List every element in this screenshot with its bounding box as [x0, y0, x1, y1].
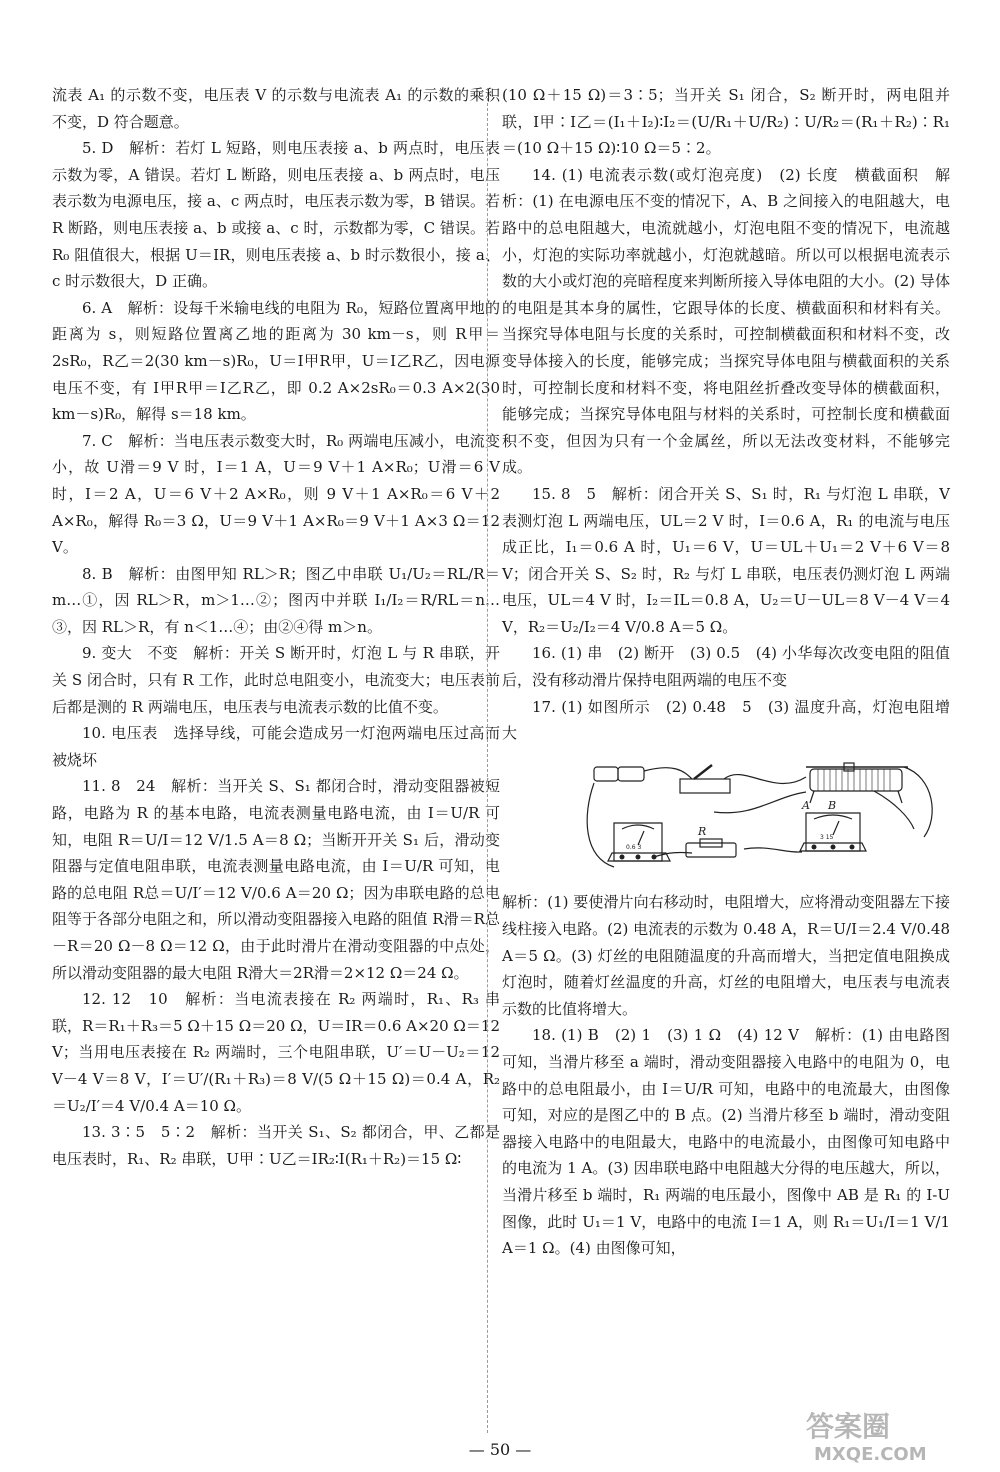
paragraph: (10 Ω＋15 Ω)＝3∶5；当开关 S₁ 闭合，S₂ 断开时，两电阻并联，I甲∶I乙＝(I₁＋I₂)∶I₂＝(U/R₁＋U/R₂)∶U/R₂＝(R₁＋R₂)∶R₁＝(10 Ω＋15 Ω)∶10 Ω＝5∶2。 [502, 86, 950, 158]
column-divider [487, 88, 488, 1433]
answer-17: 17. (1) 如图所示 (2) 0.48 5 (3) 温度升高，灯泡电阻增大 [502, 697, 950, 743]
answer-9: 9. 变大 不变 解析：开关 S 断开时，灯泡 L 与 R 串联，开关 S 闭合时，只有 R 工作，此时总电阻变小，电流变大；电压表前后都是测的 R 两端电压，电压表与电流表示数的比值不变。 [52, 644, 500, 716]
answer-5: 5. D 解析：若灯 L 短路，则电压表接 a、b 两点时，电压表示数为零，A 错误。若灯 L 断路，则电压表接 a、b 两点时，电压表示数为电源电压，接 a、c 两点时，电压表示数为零，B 错误。若 R 断路，则电压表接 a、b 或接 a、c 时，示数都为零，C 错误。若 R₀ 阻值很大，根据 U＝IR，则电压表接 a、b 时示数很小，接 a、c 时示数很大，D 正确。 [52, 139, 500, 291]
page-number: — 50 — [468, 1440, 532, 1459]
answer-14: 14. (1) 电流表示数(或灯泡亮度) (2) 长度 横截面积 解析：(1) 在电源电压不变的情况下，A、B 之间接入的电阻越大，电路中的总电阻越大，电流就越小，灯泡电阻不变的情况下，电流越小，灯泡的实际功率就越小，灯泡就越暗。所以可以根据电流表示数的大小或灯泡的亮暗程度来判断所接入导体电阻的大小。(2) 导体的电阻是其本身的属性，它跟导体的长度、横截面积和材料有关。当探究导体电阻与长度的关系时，可控制横截面积和材料不变，改变导体接入的长度，能够完成；当探究导体电阻与横截面积的关系时，可控制长度和材料不变，将电阻丝折叠改变导体的横截面积，能够完成；当探究导体电阻与材料的关系时，可控制长度和横截面积不变，但因为只有一个金属丝，所以无法改变材料，不能够完成。 [502, 165, 950, 477]
answer-6: 6. A 解析：设每千米输电线的电阻为 R₀，短路位置离甲地的距离为 s，则短路位置离乙地的距离为 30 km－s，则 R甲＝2sR₀，R乙＝2(30 km－s)R₀，U＝I甲R甲，U＝I乙R乙，因电源电压不变，有 I甲R甲＝I乙R乙，即 0.2 A×2sR₀＝0.3 A×2(30 km－s)R₀，解得 s＝18 km。 [52, 298, 500, 424]
left-column [52, 82, 500, 1172]
answer-16: 16. (1) 串 (2) 断开 (3) 0.5 (4) 小华每次改变电阻的阻值后，没有移动滑片保持电阻两端的电压不变 [502, 644, 950, 690]
answer-12: 12. 12 10 解析：当电流表接在 R₂ 两端时，R₁、R₃ 串联，R＝R₁＋R₃＝5 Ω＋15 Ω＝20 Ω，U＝IR＝0.6 A×20 Ω＝12 V；当用电压表接在 R₂ 两端时，三个电阻串联，U′＝U－U₂＝12 V－4 V＝8 V，I′＝U′/(R₁＋R₃)＝8 V/(5 Ω＋15 Ω)＝0.4 A，R₂＝U₂/I′＝4 V/0.4 A＝10 Ω。 [52, 990, 500, 1115]
watermark-line1: 答案圈 [806, 1410, 891, 1443]
answer-15: 15. 8 5 解析：闭合开关 S、S₁ 时，R₁ 与灯泡 L 串联，V 表测灯泡 L 两端电压，UL＝2 V 时，I＝0.6 A，R₁ 的电流与电压成正比，I₁＝0.6 A 时，U₁＝6 V，U＝UL＋U₁＝2 V＋6 V＝8 V；闭合开关 S、S₂ 时，R₂ 与灯 L 串联，电压表仍测灯泡 L 两端电压，UL＝4 V 时，I₂＝IL＝0.8 A，U₂＝U－UL＝8 V－4 V＝4 V，R₂＝U₂/I₂＝4 V/0.8 A＝5 Ω。 [502, 484, 950, 636]
answer-18: 18. (1) B (2) 1 (3) 1 Ω (4) 12 V 解析：(1) 由电路图可知，当滑片移至 a 端时，滑动变阻器接入电路中的电阻为 0，电路中的总电阻最小，由 I＝U/R 可知，电路中的电流最大，由图像可知，对应的是图乙中的 B 点。(2) 当滑片移至 b 端时，滑动变阻器接入电路中的电阻最大，电路中的电流最小，由图像可知电路中的电流为 1 A。(3) 因串联电路中电阻越大分得的电压越大，所以，当滑片移至 b 端时，R₁ 两端的电压最小，图像中 AB 是 R₁ 的 I-U 图像，此时 U₁＝1 V，电路中的电流 I＝1 A，则 R₁＝U₁/I＝1 V/1 A＝1 Ω。(4) 由图像可知， [502, 1026, 950, 1258]
paragraph: 流表 A₁ 的示数不变，电压表 V 的示数与电流表 A₁ 的示数的乘积不变，D 符合题意。 [52, 86, 500, 131]
answer-13: 13. 3∶5 5∶2 解析：当开关 S₁、S₂ 都闭合，甲、乙都是电压表时，R₁、R₂ 串联，U甲∶U乙＝IR₂∶I(R₁＋R₂)＝15 Ω∶ [52, 1123, 500, 1168]
label-a: A [802, 798, 810, 812]
label-b: B [828, 798, 837, 812]
analysis-17: 解析：(1) 要使滑片向右移动时，电阻增大，应将滑动变阻器左下接线柱接入电路。(2) 电流表的示数为 0.48 A，R＝U/I＝2.4 V/0.48 A＝5 Ω。(3) 灯丝的电阻随温度的升高而增大，当把定值电阻换成灯泡时，随着灯丝温度的升高，灯丝的电阻增大，电压表与电流表示数的比值将增大。 [502, 893, 950, 1018]
answer-8: 8. B 解析：由图甲知 RL＞R；图乙中串联 U₁/U₂＝RL/R＝m…①，因 RL＞R，m＞1…②；图丙中并联 I₁/I₂＝R/RL＝n…③，因 RL＞R，有 n＜1…④；由②④得 m＞n。 [52, 564, 500, 636]
answer-11: 11. 8 24 解析：当开关 S、S₁ 都闭合时，滑动变阻器被短路，电路为 R 的基本电路，电流表测量电路电流，由 I＝U/R 可知，电阻 R＝U/I＝12 V/1.5 A＝8 Ω；当断开开关 S₁ 后，滑动变阻器与定值电阻串联，电流表测量电路电流，由 I＝U/R 可知，电路的总电阻 R总＝U/I′＝12 V/0.6 A＝20 Ω；因为串联电路的总电阻等于各部分电阻之和，所以滑动变阻器接入电路的阻值 R滑＝R总－R＝20 Ω－8 Ω＝12 Ω，由于此时滑片在滑动变阻器的中点处，所以滑动变阻器的最大电阻 R滑大＝2R滑＝2×12 Ω＝24 Ω。 [52, 777, 500, 982]
ammeter-scale: 0.6 3 [626, 843, 642, 851]
answer-10: 10. 电压表 选择导线，可能会造成另一灯泡两端电压过高而被烧坏 [52, 724, 500, 769]
right-column [502, 82, 950, 1262]
watermark-logo [786, 1406, 986, 1464]
label-r: R [698, 824, 707, 838]
circuit-figure [574, 757, 948, 875]
voltmeter-scale: 3 15 [820, 833, 834, 841]
answer-7: 7. C 解析：当电压表示数变大时，R₀ 两端电压减小，电流变小，故 U滑＝9 V 时，I＝1 A，U＝9 V＋1 A×R₀；U滑＝6 V 时，I＝2 A，U＝6 V＋2 A×R₀，则 9 V＋1 A×R₀＝6 V＋2 A×R₀，解得 R₀＝3 Ω，U＝9 V＋1 A×R₀＝9 V＋1 A×3 Ω＝12 V。 [52, 431, 500, 557]
watermark-line2: MXQE.COM [814, 1444, 927, 1464]
